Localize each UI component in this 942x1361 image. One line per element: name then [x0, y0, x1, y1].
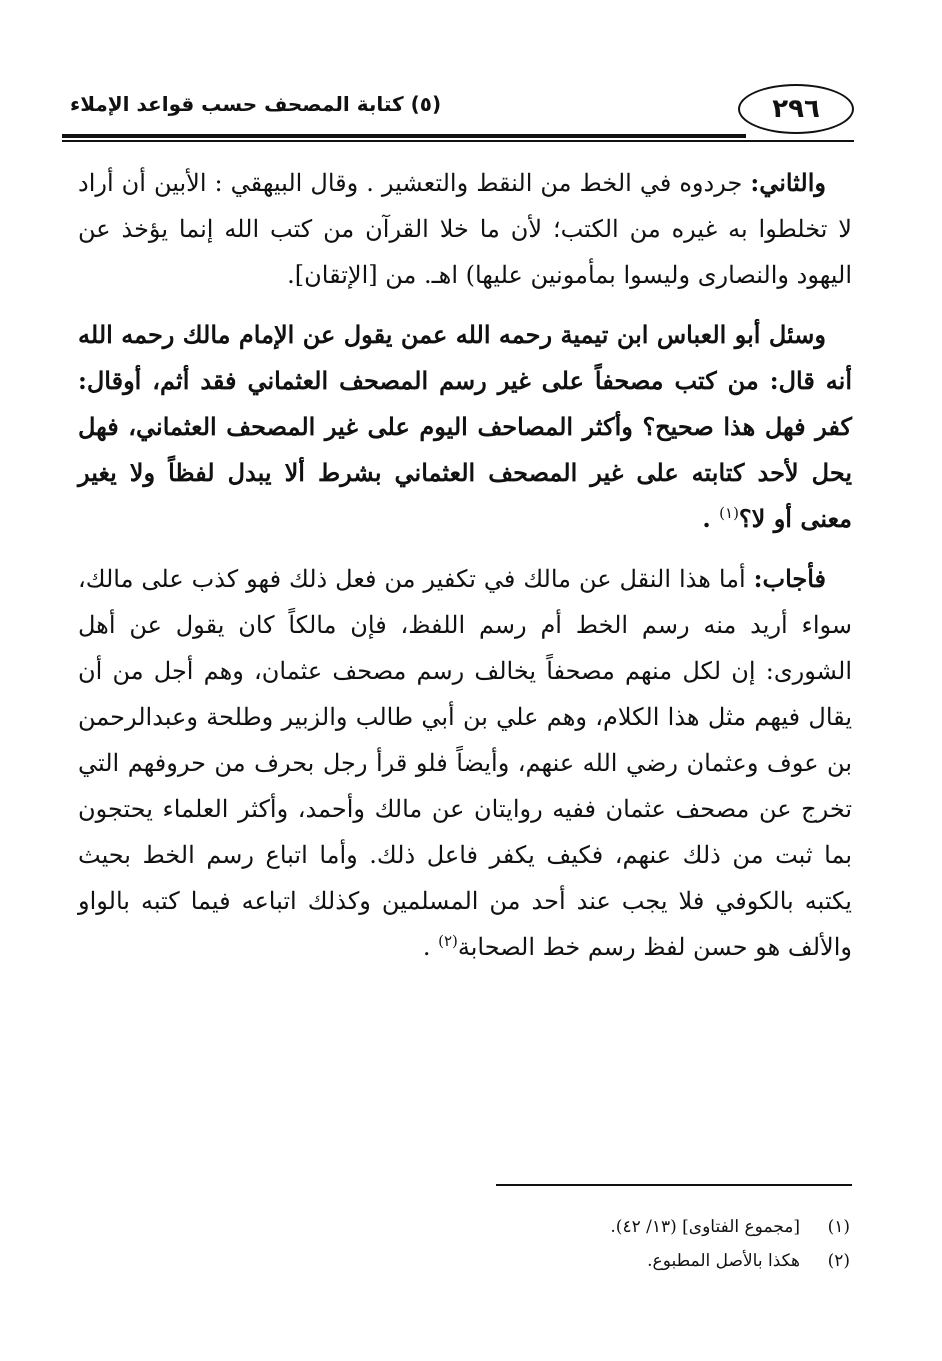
- header-rule-thick: [62, 134, 746, 138]
- footnote-number: (٢): [827, 1251, 850, 1271]
- footnote-marker-1[interactable]: (١): [719, 504, 739, 522]
- footnote-text: [مجموع الفتاوى] (١٣/ ٤٢).: [610, 1217, 800, 1237]
- page-header: [62, 76, 854, 142]
- paragraph-lead: والثاني:: [750, 168, 826, 197]
- paragraph-2-question: [78, 312, 852, 542]
- header-rule-thin: [62, 140, 854, 142]
- paragraph-3-answer: [78, 556, 852, 970]
- running-title: (٥) كتابة المصحف حسب قواعد الإملاء: [70, 92, 442, 116]
- paragraph-end: .: [702, 504, 720, 533]
- paragraph-1: [78, 160, 852, 298]
- footnotes: [300, 1210, 850, 1278]
- page-number: ٢٩٦: [738, 84, 854, 134]
- paragraph-text: جردوه في الخط من النقط والتعشير . وقال البيهقي : الأبين أن أراد لا تخلطوا به غيره من الكتب؛ لأن ما خلا القرآن من كتب الله إنما يؤخذ عن اليهود والنصارى وليسوا بمأمونين عليها) اهـ. من [الإتقان].: [78, 169, 852, 289]
- footnote-text: هكذا بالأصل المطبوع.: [647, 1251, 800, 1271]
- paragraph-text: أما هذا النقل عن مالك في تكفير من فعل ذلك فهو كذب على مالك، سواء أريد منه رسم الخط أم رسم اللفظ، فإن مالكاً كان يقول عن أهل الشورى: إن لكل منهم مصحفاً يخالف رسم مصحف عثمان، وهم أجل من أن يقال فيهم مثل هذا الكلام، وهم علي بن أبي طالب والزبير وطلحة وعبدالرحمن بن عوف وعثمان رضي الله عنهم، وأيضاً فلو قرأ رجل بحرف من حروفهم التي تخرج عن مصحف عثمان ففيه روايتان عن مالك وأحمد، وأكثر العلماء يحتجون بما ثبت من ذلك عنهم، فكيف يكفر فاعل ذلك. وأما اتباع رسم الخط بحيث يكتبه بالكوفي فلا يجب عند أحد من المسلمين وكذلك اتباعه فيما كتبه بالواو والألف هو حسن لفظ رسم خط الصحابة: [78, 565, 852, 961]
- footnote-number: (١): [827, 1217, 850, 1237]
- footnote-marker-2[interactable]: (٢): [438, 932, 458, 950]
- paragraph-end: .: [422, 933, 439, 961]
- main-text: [78, 160, 852, 970]
- footnote-1: [300, 1210, 850, 1244]
- footnote-separator: [496, 1184, 852, 1186]
- paragraph-text: وسئل أبو العباس ابن تيمية رحمه الله عمن يقول عن الإمام مالك رحمه الله أنه قال: من كتب مصحفاً على غير رسم المصحف العثماني فقد أثم، أوقال: كفر فهل هذا صحيح؟ وأكثر المصاحف اليوم على غير المصحف العثماني، فهل يحل لأحد كتابته على غير المصحف العثماني بشرط ألا يبدل لفظاً ولا يغير معنى أو لا؟: [78, 320, 852, 533]
- paragraph-lead: فأجاب:: [753, 564, 826, 593]
- footnote-2: [300, 1244, 850, 1278]
